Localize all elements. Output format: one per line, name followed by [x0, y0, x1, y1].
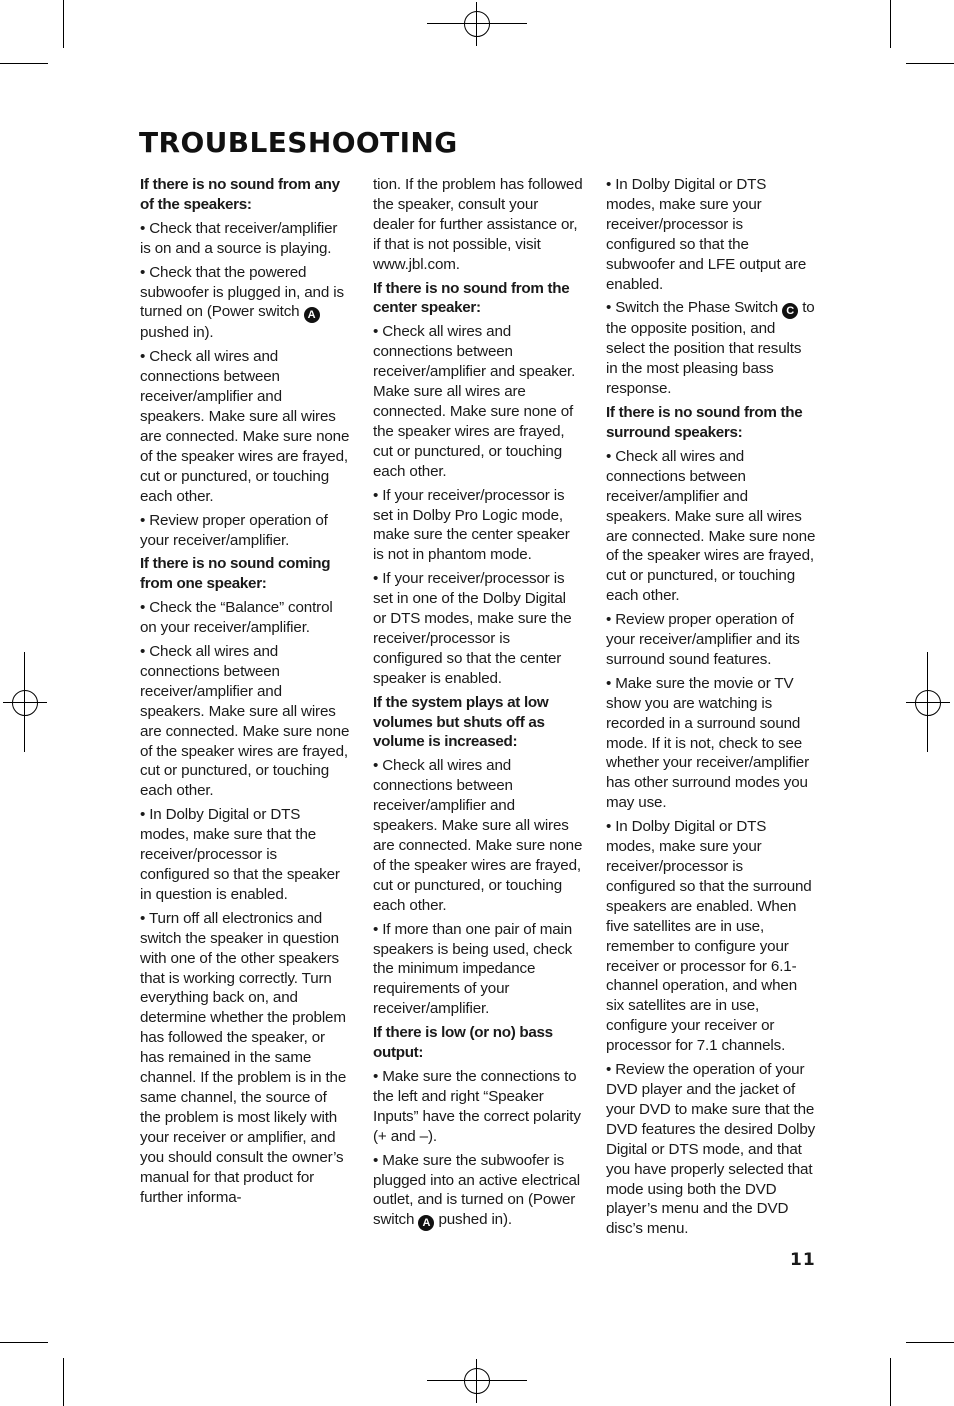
- paragraph-text: • In Dolby Digital or DTS modes, make sure your receiver/processor is configured so that the surround speakers are enabled. When five satellites are in use, remember to configure your receiver or processor for 6.1-channel operation, and when six satellites are in use, configure your receiver or processor for 7.1 channels.: [606, 818, 812, 1055]
- body-paragraph: [140, 909, 350, 1208]
- circled-letter-a-icon: A: [418, 1215, 434, 1231]
- body-paragraph: [606, 610, 816, 670]
- section-heading: [373, 279, 583, 319]
- paragraph-text: • Make sure the connections to the left and right “Speaker Inputs” have the correct polarity (+ and –).: [373, 1067, 581, 1145]
- body-paragraph: [606, 447, 816, 606]
- body-paragraph: [606, 1060, 816, 1239]
- crop-mark: [890, 1358, 891, 1406]
- paragraph-text: tion. If the problem has followed the speaker, consult your dealer for further assistance or, if that is not possible, visit www.jbl.com.: [373, 176, 583, 273]
- body-paragraph: [140, 347, 350, 506]
- paragraph-text: • Make sure the movie or TV show you are watching is recorded in a surround sound mode. If it is not, check to see whether your receiver/amplifier has other surround modes you may use.: [606, 674, 809, 812]
- crop-mark: [24, 652, 25, 752]
- paragraph-text: • Make sure the subwoofer is plugged into an active electrical outlet, and is turned on (Power switch: [373, 1151, 580, 1229]
- circled-letter-a-icon: A: [304, 307, 320, 323]
- crop-mark: [427, 1380, 527, 1381]
- section-heading: [140, 175, 350, 215]
- paragraph-text: • Review the operation of your DVD player and the jacket of your DVD to make sure that the DVD features the desired Dolby Digital or DTS mode, and that you have properly selected that mode using both the DVD player’s menu and the DVD disc’s menu.: [606, 1061, 816, 1238]
- body-paragraph: [373, 569, 583, 688]
- crop-mark: [906, 1342, 954, 1343]
- paragraph-text: • If your receiver/processor is set in one of the Dolby Digital or DTS modes, make sure the receiver/processor is configured so that the center speaker is enabled.: [373, 570, 572, 687]
- body-paragraph: [373, 920, 583, 1020]
- body-paragraph: [140, 219, 350, 259]
- paragraph-text: • Check all wires and connections between receiver/amplifier and speaker. Make sure all wires are connected. Make sure none of the speaker wires are frayed, cut or punctured, or touching each other.: [373, 323, 576, 480]
- registration-mark-icon: [455, 1359, 499, 1403]
- body-paragraph: [140, 598, 350, 638]
- body-paragraph: [606, 674, 816, 813]
- paragraph-text: • Check the “Balance” control on your receiver/amplifier.: [140, 599, 333, 637]
- paragraph-text: If there is no sound from any of the speakers:: [140, 176, 340, 213]
- circled-letter-c-icon: C: [782, 303, 798, 319]
- body-paragraph: [606, 175, 816, 294]
- section-heading: [373, 693, 583, 753]
- page-title: TROUBLESHOOTING: [139, 126, 458, 159]
- text-column-3: [606, 175, 816, 1243]
- page-number: 11: [790, 1250, 816, 1270]
- paragraph-text: If there is no sound coming from one speaker:: [140, 555, 331, 593]
- body-paragraph: [373, 1151, 583, 1232]
- crop-mark: [63, 1358, 64, 1406]
- crop-mark: [63, 0, 64, 48]
- crop-mark: [927, 652, 928, 752]
- paragraph-text: • Check all wires and connections between receiver/amplifier and speakers. Make sure all wires are connected. Make sure none of the speaker wires are frayed, cut or punctured, or touching each other.: [140, 643, 350, 800]
- registration-mark-icon: [906, 681, 950, 725]
- body-paragraph: [373, 1067, 583, 1147]
- body-paragraph: [140, 511, 350, 551]
- section-heading: [373, 1023, 583, 1063]
- crop-mark: [0, 1342, 48, 1343]
- paragraph-text: If there is low (or no) bass output:: [373, 1024, 553, 1062]
- crop-mark: [427, 23, 527, 24]
- crop-mark: [890, 0, 891, 48]
- paragraph-text: • Check all wires and connections between receiver/amplifier and speakers. Make sure all wires are connected. Make sure none of the speaker wires are frayed, cut or punctured, or touching each other.: [140, 348, 350, 505]
- body-paragraph: [140, 263, 350, 344]
- registration-mark-icon: [3, 681, 47, 725]
- body-paragraph: [373, 486, 583, 566]
- paragraph-text: If there is no sound from the center speaker:: [373, 279, 570, 317]
- crop-mark: [0, 63, 48, 64]
- paragraph-text: • Check that the powered subwoofer is plugged in, and is turned on (Power switch: [140, 263, 344, 321]
- section-heading: [606, 403, 816, 443]
- section-heading: [140, 554, 350, 594]
- registration-mark-icon: [455, 2, 499, 46]
- text-column-1: [140, 175, 350, 1211]
- body-paragraph: [373, 175, 583, 275]
- paragraph-text: • Check that receiver/amplifier is on and a source is playing.: [140, 219, 338, 257]
- paragraph-text: • If more than one pair of main speakers is being used, check the minimum impedance requirements of your receiver/amplifier.: [373, 920, 573, 1018]
- paragraph-text: • Switch the Phase Switch: [606, 299, 783, 317]
- body-paragraph: [606, 817, 816, 1056]
- body-paragraph: [373, 756, 583, 915]
- paragraph-text: • In Dolby Digital or DTS modes, make sure your receiver/processor is configured so that the subwoofer and LFE output are enabled.: [606, 176, 807, 293]
- crop-mark: [906, 63, 954, 64]
- body-paragraph: [140, 805, 350, 905]
- paragraph-text: • Check all wires and connections between receiver/amplifier and speakers. Make sure all wires are connected. Make sure none of the speaker wires are frayed, cut or punctured, or touching each other.: [373, 757, 583, 914]
- paragraph-text: to the opposite position, and select the position that results in the most pleasing bass response.: [606, 299, 815, 398]
- paragraph-text: • Check all wires and connections between receiver/amplifier and speakers. Make sure all wires are connected. Make sure none of the speaker wires are frayed, cut or punctured, or touching each other.: [606, 447, 816, 605]
- paragraph-text: • In Dolby Digital or DTS modes, make sure that the receiver/processor is configured so that the speaker in question is enabled.: [140, 806, 340, 903]
- paragraph-text: • Review proper operation of your receiver/amplifier and its surround sound features.: [606, 611, 800, 668]
- paragraph-text: pushed in).: [140, 324, 214, 342]
- paragraph-text: • Turn off all electronics and switch the speaker in question with one of the other speakers that is working correctly. Turn everything back on, and determine whether the problem has followed the speaker, or has remained in the same channel. If the problem is in the same channel, the source of the problem is most likely with your receiver or amplifier, and you should consult the owner’s manual for that product for further informa-: [140, 909, 347, 1206]
- paragraph-text: If the system plays at low volumes but shuts off as volume is increased:: [373, 693, 549, 751]
- body-paragraph: [373, 322, 583, 481]
- paragraph-text: • Review proper operation of your receiver/amplifier.: [140, 511, 328, 549]
- text-column-2: [373, 175, 583, 1235]
- paragraph-text: pushed in).: [434, 1211, 512, 1229]
- paragraph-text: If there is no sound from the surround speakers:: [606, 404, 803, 441]
- paragraph-text: • If your receiver/processor is set in Dolby Pro Logic mode, make sure the center speaker is not in phantom mode.: [373, 486, 570, 564]
- body-paragraph: [606, 298, 816, 399]
- body-paragraph: [140, 642, 350, 801]
